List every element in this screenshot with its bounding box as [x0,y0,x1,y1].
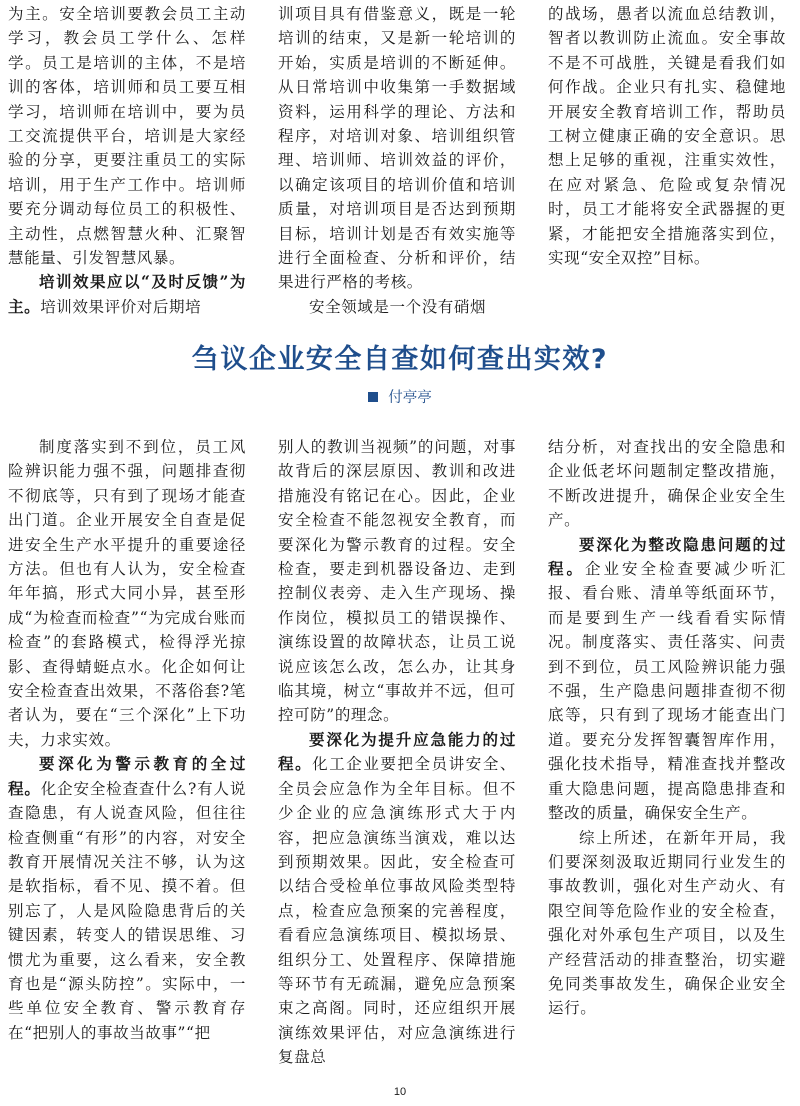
paragraph-heading: 培训效果应以“及时反馈”为主。 [8,272,246,316]
article-column-2 [278,435,516,1070]
paragraph: 综上所述，在新年开局，我们要深刻汲取近期同行业发生的事故教训，强化对生产动火、有限空间等危险作业的安全检查，强化对外承包生产项目，以及生产经营活动的排查整治，切实避免同类事故发生，确保企业安全运行。 [548,828,786,1018]
paragraph: 安全领域是一个没有硝烟 [309,297,487,316]
page-number: 10 [393,1086,407,1098]
paragraph: 别人的教训当视频”的问题，对事故背后的深层原因、教训和改进措施没有铭记在心。因此，企业安全检查不能忽视安全教育，而要深化为警示教育的过程。安全检查，要走到机器设备边、走到控制仪表旁、走入生产现场、操作岗位，模拟员工的错误操作、演练设置的故障状态，让员工说说应该怎么改，怎么办，让其身临其境，树立“事故并不远，但可控可防”的理念。 [278,438,516,725]
paragraph: 制度落实到不到位，员工风险辨识能力强不强，问题排查彻不彻底等，只有到了现场才能查出门道。企业开展安全自查是促进安全生产水平提升的重要途径方法。但也有人认为，安全检查年年搞，形式大同小异，甚至形成“为检查而检查”“为完成台账而检查”的套路模式，检得浮光掠影、查得蜻蜓点水。化企如何让安全检查查出效果，不落俗套?笔者认为，要在“三个深化”上下功夫，力求实效。 [8,438,246,749]
paragraph-heading: 要深化为提升应急能力的过程。 [278,729,516,774]
author-line [0,386,800,407]
prev-article-column-2 [278,2,516,319]
paragraph [278,728,516,1070]
paragraph [548,533,786,826]
prev-article-column-1 [8,2,246,319]
article-column-3 [548,435,786,1021]
paragraph-text: 培训效果评价对后期培 [40,297,202,316]
article-column-1 [8,435,246,1045]
paragraph-text: 化企安全检查查什么?有人说查隐患，有人说查风险，但往往检查侧重“有形”的内容，对安全教育开展情况关注不够，认为这是软指标，看不见、摸不着。但别忘了，人是风险隐患背后的关键因素，转变人的错误思维、习惯尤为重要，这么看来，安全教育也是“源头防控”。实际中，一些单位安全教育、警示教育存在“把别人的事故当故事”“把 [8,779,246,1042]
article-title: 刍议企业安全自查如何查出实效? [191,344,609,375]
paragraph: 结分析，对查找出的安全隐患和企业低老坏问题制定整改措施，不断改进提升，确保企业安全生产。 [548,438,786,530]
author-name: 付亭亭 [388,390,432,406]
square-bullet-icon [368,392,378,402]
paragraph-heading: 要深化为整改隐患问题的过程。 [548,534,786,579]
paragraph [8,752,246,1045]
paragraph: 为主。安全培训要教会员工主动学习，教会员工学什么、怎样学。员工是培训的主体，不是培训的客体，培训师和员工要互相学习，培训师在培训中，要为员工交流提供平台，培训是大家经验的分享，更要注重员工的实际培训，用于生产工作中。培训师要充分调动每位员工的积极性、主动性，点燃智慧火种、汇聚智慧能量、引发智慧风暴。 [8,5,246,268]
paragraph-text: 企业安全检查要减少听汇报、看台账、清单等纸面环节，而是要到生产一线看看实际情况。制度落实、责任落实、问责到不到位，员工风险辨识能力强不强，生产隐患问题排查彻不彻底等，只有到了现场才能查出门道。要充分发挥智囊智库作用，强化技术指导，精准查找并整改重大隐患问题，提高隐患排查和整改的质量，确保安全生产。 [548,560,786,823]
paragraph: 训项目具有借鉴意义，既是一轮培训的结束，又是新一轮培训的开始，实质是培训的不断延伸。从日常培训中收集第一手数据域资料，运用科学的理论、方法和程序，对培训对象、培训组织管理、培训师、培训效益的评价，以确定该项目的培训价值和培训质量，对培训项目是否达到预期目标，培训计划是否有效实施等进行全面检查、分析和评价，结果进行严格的考核。 [278,5,516,292]
paragraph [8,270,246,319]
paragraph: 的战场，愚者以流血总结教训，智者以教训防止流血。安全事故不是不可战胜，关键是看我们如何作战。企业只有扎实、稳健地开展安全教育培训工作，帮助员工树立健康正确的安全意识。思想上足够的重视，注重实效性，在应对紧急、危险或复杂情况时，员工才能将安全武器握的更紧，才能把安全措施落实到位，实现“安全双控”目标。 [548,5,786,268]
paragraph-text: 化工企业要把全员讲安全、全员会应急作为全年目标。但不少企业的应急演练形式大于内容，把应急演练当演戏，难以达到预期效果。因此，安全检查可以结合受检单位事故风险类型特点，检查应急预案的完善程度，看看应急演练项目、模拟场景、组织分工、处置程序、保障措施等环节有无疏漏，避免应急预案束之高阁。同时，还应组织开展演练效果评估，对应急演练进行复盘总 [278,755,516,1067]
paragraph-heading: 要深化为警示教育的全过程。 [8,754,246,798]
prev-article-column-3 [548,2,786,270]
